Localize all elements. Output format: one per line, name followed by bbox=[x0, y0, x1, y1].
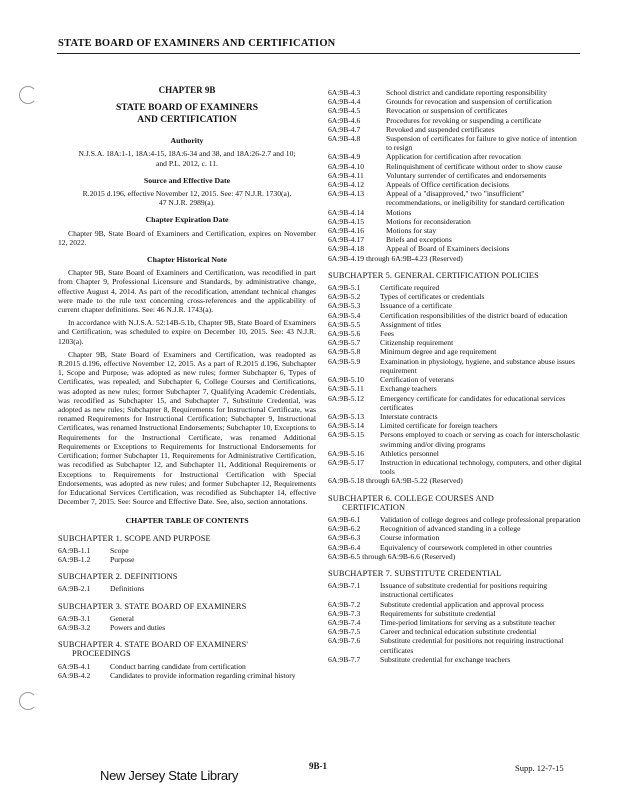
toc-entry bbox=[328, 412, 582, 421]
section-title: Minimum degree and age requirement bbox=[380, 347, 497, 357]
toc-entry bbox=[328, 449, 582, 458]
subchapter-heading bbox=[58, 602, 316, 611]
section-title: Validation of college degrees and college professional preparation bbox=[380, 514, 581, 524]
section-title: Substitute credential application and approval process bbox=[380, 599, 544, 609]
section-number: 6A:9B-5.8 bbox=[328, 347, 361, 357]
right-toc bbox=[328, 271, 582, 664]
section-title: Revocation or suspension of certificates bbox=[386, 106, 508, 116]
section-number: 6A:9B-4.15 bbox=[328, 216, 365, 226]
section-title: Career and technical education substitute credential bbox=[380, 627, 537, 637]
header-rule bbox=[57, 53, 580, 54]
toc-entry bbox=[328, 292, 582, 301]
toc-entry bbox=[58, 555, 316, 564]
authority-text: N.J.S.A. 18A:1-1, 18A:4-15, 18A:6-34 and 38, and 18A:26-2.7 and 10; and P.L. 2012, c. 11. bbox=[78, 149, 296, 168]
left-toc bbox=[58, 534, 316, 680]
section-number: 6A:9B-4.3 bbox=[328, 88, 361, 97]
section-title: School district and candidate reporting responsibility bbox=[386, 88, 547, 97]
section-number: 6A:9B-2.1 bbox=[58, 584, 91, 594]
toc-entry bbox=[328, 217, 582, 226]
supplement-date: Supp. 12-7-15 bbox=[515, 763, 564, 773]
chapter-label: CHAPTER 9B bbox=[158, 85, 216, 95]
section-number: 6A:9B-4.18 bbox=[328, 244, 365, 254]
section-title: Assignment of titles bbox=[380, 319, 442, 329]
section-number: 6A:9B-5.17 bbox=[328, 457, 365, 467]
section-number: 6A:9B-5.11 bbox=[328, 384, 364, 394]
punch-hole-top bbox=[19, 86, 37, 104]
toc-entry bbox=[328, 226, 582, 235]
toc-entry bbox=[328, 134, 582, 152]
section-number: 6A:9B-5.1 bbox=[328, 283, 361, 293]
section-number: 6A:9B-6.2 bbox=[328, 524, 361, 534]
subchapter-heading-line: CERTIFICATION bbox=[342, 502, 406, 512]
toc-entry bbox=[328, 235, 582, 244]
section-number: 6A:9B-3.2 bbox=[58, 622, 91, 632]
right-column bbox=[328, 88, 582, 664]
section-title: General bbox=[110, 613, 135, 623]
subchapter-4-continued bbox=[328, 88, 582, 254]
toc-entry bbox=[328, 581, 582, 599]
toc-entry bbox=[328, 208, 582, 217]
left-column bbox=[58, 80, 316, 680]
section-number: 6A:9B-7.4 bbox=[328, 617, 361, 627]
section-number: 6A:9B-5.10 bbox=[328, 375, 365, 385]
section-number: 6A:9B-5.15 bbox=[328, 430, 365, 440]
section-title: Instruction in educational technology, computers, and other digital tools bbox=[380, 457, 582, 477]
section-title: Types of certificates or credentials bbox=[380, 292, 485, 302]
toc-entry bbox=[328, 636, 582, 654]
toc-entry bbox=[328, 384, 582, 393]
toc-entry bbox=[328, 543, 582, 552]
section-number: 6A:9B-4.17 bbox=[328, 235, 365, 245]
toc-entry bbox=[328, 162, 582, 171]
history-heading: Chapter Historical Note bbox=[147, 255, 227, 265]
subchapter-heading bbox=[328, 271, 582, 280]
section-number: 6A:9B-4.14 bbox=[328, 207, 365, 217]
subchapter-heading-line: SUBCHAPTER 1. SCOPE AND PURPOSE bbox=[58, 533, 211, 543]
section-number: 6A:9B-7.5 bbox=[328, 627, 361, 637]
section-title: Appeals of Office certification decisions bbox=[386, 180, 510, 190]
history-paragraph: Chapter 9B, State Board of Examiners and Certification, was readopted as R.2015 d.196, effective November 12, 2015. As a part of R.2015 d.196, Subchapter 1, Scope and Purpose, was adopted as new rules; former Subchapter 6, Types of Certificates, was repealed, and Subchapter 6, College Courses and Certifications, was adopted as new rules; former Subchapter 7, Qualifying Academic Credentials, was recodified as Subchapter 15, and Subchapter 7, Substitute Credential, was adopted as new rules; Subchapter 8, Requirements for Instructional Certificate, was renamed Requirements for Instructional Certification; Subchapter 9, Instructional Certificates, was renamed Instructional Endorsements; Subchapter 10, Exceptions to Requirements for the Instructional Certificate, was renamed Additional Requirements or Exceptions to Requirements for Instructional Endorsements for Certification; former Subchapter 11, Requirements for Administrative Certification, was recodified as Subchapter 12, and Subchapter 11, Additional Requirements or Exceptions to Requirements for Instructional Certification with Special Endorsements, was adopted as new rules; and former Subchapter 12, Requirements for Educational Services Certification, was recodified as Subchapter 14, effective December 7, 2015. See: Source and Effective Date. See, also, section annotations. bbox=[58, 349, 316, 507]
toc-entry bbox=[328, 655, 582, 664]
section-title: Citizenship requirement bbox=[380, 338, 454, 348]
toc-entry bbox=[328, 515, 582, 524]
toc-entry bbox=[328, 311, 582, 320]
section-number: 6A:9B-4.4 bbox=[328, 97, 361, 107]
section-title: Fees bbox=[380, 329, 394, 339]
section-number: 6A:9B-4.8 bbox=[328, 134, 361, 144]
toc-entry bbox=[328, 152, 582, 161]
toc-entry bbox=[328, 171, 582, 180]
section-title: Relinquishment of certificate without order to show cause bbox=[386, 161, 563, 171]
section-number: 6A:9B-4.5 bbox=[328, 106, 361, 116]
toc-entry bbox=[328, 116, 582, 125]
toc-entry bbox=[328, 609, 582, 618]
subchapter-heading bbox=[58, 640, 316, 658]
toc-entry bbox=[328, 533, 582, 542]
section-number: 6A:9B-4.1 bbox=[58, 661, 91, 671]
toc-entry bbox=[328, 180, 582, 189]
toc-entry bbox=[328, 244, 582, 253]
source-heading: Source and Effective Date bbox=[143, 175, 231, 185]
section-number: 6A:9B-6.3 bbox=[328, 533, 361, 543]
toc-entry bbox=[328, 189, 582, 207]
toc-entry bbox=[328, 106, 582, 115]
section-title: Application for certification after revocation bbox=[386, 152, 521, 162]
toc-entry bbox=[58, 662, 316, 671]
history-paragraph: In accordance with N.J.S.A. 52:14B-5.1b, Chapter 9B, State Board of Examiners and Certification, was scheduled to expire on December 10, 2015. See: 43 N.J.R. 1203(a). bbox=[58, 318, 316, 346]
section-number: 6A:9B-5.13 bbox=[328, 411, 365, 421]
section-title: Certification responsibilities of the district board of education bbox=[380, 310, 568, 320]
toc-heading: CHAPTER TABLE OF CONTENTS bbox=[125, 516, 249, 526]
section-title: Definitions bbox=[110, 584, 145, 594]
toc-entry bbox=[328, 524, 582, 533]
section-number: 6A:9B-7.7 bbox=[328, 654, 361, 664]
toc-entry bbox=[328, 394, 582, 412]
toc-entry bbox=[328, 357, 582, 375]
section-number: 6A:9B-5.5 bbox=[328, 319, 361, 329]
section-number: 6A:9B-7.3 bbox=[328, 608, 361, 618]
section-title: Revoked and suspended certificates bbox=[386, 124, 495, 134]
section-number: 6A:9B-4.10 bbox=[328, 161, 365, 171]
punch-hole-bottom bbox=[19, 692, 37, 710]
section-title: Purpose bbox=[110, 554, 135, 564]
subchapter-heading-line: SUBCHAPTER 2. DEFINITIONS bbox=[58, 572, 178, 582]
toc-entry bbox=[328, 88, 582, 97]
toc-entry bbox=[328, 375, 582, 384]
subchapter-heading-line: SUBCHAPTER 3. STATE BOARD OF EXAMINERS bbox=[58, 601, 247, 611]
toc-entry bbox=[328, 421, 582, 430]
section-title: Conduct barring candidate from certification bbox=[110, 661, 246, 671]
chapter-title-line1: STATE BOARD OF EXAMINERS bbox=[115, 103, 259, 114]
expiration-text: Chapter 9B, State Board of Examiners and Certification, expires on November 12, 2022. bbox=[58, 228, 316, 247]
section-title: Substitute credential for positions not requiring instructional certificates bbox=[380, 636, 564, 655]
reserved-range: 6A:9B-5.18 through 6A:9B-5.22 (Reserved) bbox=[328, 476, 463, 486]
section-title: Course information bbox=[380, 533, 440, 543]
section-title: Procedures for revoking or suspending a certificate bbox=[386, 115, 542, 125]
history-paragraph: Chapter 9B, State Board of Examiners and Certification, was recodified in part from Chapter 9, Professional Licensure and Standards, by administrative change, effective August 4, 2014. As part of the recodification, attendant technical changes were made to the rule text concerning cross-references and the applicability of current chapter definitions. See: 46 N.J.R. 1743(a). bbox=[58, 268, 316, 315]
section-title: Powers and duties bbox=[110, 622, 166, 632]
toc-entry bbox=[328, 627, 582, 636]
library-watermark: New Jersey State Library bbox=[100, 768, 239, 783]
toc-entry bbox=[328, 347, 582, 356]
section-number: 6A:9B-4.11 bbox=[328, 170, 364, 180]
section-number: 6A:9B-1.1 bbox=[58, 545, 91, 555]
subchapter-heading bbox=[328, 569, 582, 578]
toc-entry bbox=[328, 125, 582, 134]
section-title: Certification of veterans bbox=[380, 375, 454, 385]
section-title: Athletics personnel bbox=[380, 448, 439, 458]
section-number: 6A:9B-5.7 bbox=[328, 338, 361, 348]
section-number: 6A:9B-4.2 bbox=[58, 670, 91, 680]
subchapter-heading-line: SUBCHAPTER 4. STATE BOARD OF EXAMINERS' bbox=[58, 640, 248, 650]
section-number: 6A:9B-4.12 bbox=[328, 180, 365, 190]
subchapter-heading-line: SUBCHAPTER 7. SUBSTITUTE CREDENTIAL bbox=[328, 568, 502, 578]
subchapter-heading-line: SUBCHAPTER 5. GENERAL CERTIFICATION POLICIES bbox=[328, 270, 539, 280]
toc-entry bbox=[58, 671, 316, 680]
section-number: 6A:9B-7.2 bbox=[328, 599, 361, 609]
toc-entry bbox=[58, 546, 316, 555]
section-number: 6A:9B-5.9 bbox=[328, 356, 361, 366]
running-header: STATE BOARD OF EXAMINERS AND CERTIFICATION bbox=[58, 38, 336, 49]
toc-entry bbox=[328, 301, 582, 310]
subchapter-heading bbox=[58, 534, 316, 543]
section-title: Motions bbox=[386, 207, 412, 217]
toc-entry bbox=[328, 97, 582, 106]
section-title: Motions for reconsideration bbox=[386, 216, 471, 226]
section-number: 6A:9B-6.1 bbox=[328, 514, 361, 524]
toc-entry bbox=[328, 600, 582, 609]
section-title: Issuance of a certificate bbox=[380, 301, 452, 311]
section-number: 6A:9B-4.6 bbox=[328, 115, 361, 125]
toc-entry bbox=[328, 430, 582, 448]
toc-entry bbox=[58, 614, 316, 623]
section-title: Equivalency of coursework completed in other countries bbox=[380, 542, 553, 552]
section-title: Interstate contracts bbox=[380, 411, 438, 421]
section-title: Motions for stay bbox=[386, 226, 437, 236]
subchapter-heading bbox=[328, 494, 582, 512]
toc-entry bbox=[328, 458, 582, 476]
section-title: Recognition of advanced standing in a college bbox=[380, 524, 521, 534]
chapter-title-line2: AND CERTIFICATION bbox=[137, 114, 237, 125]
section-number: 6A:9B-5.4 bbox=[328, 310, 361, 320]
toc-entry bbox=[328, 338, 582, 347]
section-title: Exchange teachers bbox=[380, 384, 437, 394]
section-number: 6A:9B-7.6 bbox=[328, 636, 361, 646]
toc-entry bbox=[58, 584, 316, 593]
section-title: Issuance of substitute credential for positions requiring instructional certificates bbox=[380, 581, 548, 600]
section-number: 6A:9B-4.16 bbox=[328, 226, 365, 236]
section-title: Persons employed to coach or serving as coach for interscholastic swimming and/or diving programs bbox=[380, 430, 580, 449]
section-title: Emergency certificate for candidates for educational services certificates bbox=[380, 393, 566, 412]
toc-entry bbox=[328, 283, 582, 292]
section-title: Substitute credential for exchange teachers bbox=[380, 654, 511, 664]
section-title: Certificate required bbox=[380, 283, 440, 293]
section-title: Examination in physiology, hygiene, and substance abuse issues requirement bbox=[380, 356, 576, 375]
section-title: Appeal of a "disapproved," two "insufficient" recommendations, or ineligibility for standard certification bbox=[386, 189, 565, 208]
section-title: Suspension of certificates for failure to give notice of intention to resign bbox=[386, 134, 577, 153]
section-title: Briefs and exceptions bbox=[386, 235, 452, 245]
subchapter-heading-line: PROCEEDINGS bbox=[72, 649, 131, 659]
section-title: Appeal of Board of Examiners decisions bbox=[386, 244, 510, 254]
section-title: Limited certificate for foreign teachers bbox=[380, 421, 498, 431]
section-title: Candidates to provide information regarding criminal history bbox=[110, 670, 296, 680]
source-text: R.2015 d.196, effective November 12, 2015. See: 47 N.J.R. 1730(a), 47 N.J.R. 2989(a). bbox=[82, 189, 292, 208]
page-number: 9B-1 bbox=[309, 761, 327, 771]
reserved-range: 6A:9B-4.19 through 6A:9B-4.23 (Reserved) bbox=[328, 253, 463, 263]
toc-entry bbox=[328, 329, 582, 338]
section-number: 6A:9B-5.16 bbox=[328, 448, 365, 458]
section-number: 6A:9B-5.14 bbox=[328, 421, 365, 431]
section-number: 6A:9B-7.1 bbox=[328, 581, 361, 591]
toc-entry bbox=[328, 320, 582, 329]
section-number: 6A:9B-5.6 bbox=[328, 329, 361, 339]
toc-entry bbox=[58, 623, 316, 632]
authority-heading: Authority bbox=[170, 136, 204, 146]
section-number: 6A:9B-4.9 bbox=[328, 152, 361, 162]
section-number: 6A:9B-5.3 bbox=[328, 301, 361, 311]
section-number: 6A:9B-4.7 bbox=[328, 124, 361, 134]
section-number: 6A:9B-1.2 bbox=[58, 554, 91, 564]
section-title: Requirements for substitute credential bbox=[380, 608, 496, 618]
subchapter-heading bbox=[58, 572, 316, 581]
section-title: Voluntary surrender of certificates and endorsements bbox=[386, 170, 547, 180]
section-number: 6A:9B-5.2 bbox=[328, 292, 361, 302]
subchapter-heading-line: SUBCHAPTER 6. COLLEGE COURSES AND bbox=[328, 493, 494, 503]
expiration-heading: Chapter Expiration Date bbox=[145, 215, 229, 225]
chapter-title bbox=[58, 103, 316, 126]
section-number: 6A:9B-6.4 bbox=[328, 542, 361, 552]
toc-entry bbox=[328, 618, 582, 627]
section-number: 6A:9B-3.1 bbox=[58, 613, 91, 623]
section-number: 6A:9B-4.13 bbox=[328, 189, 365, 199]
reserved-range: 6A:9B-6.5 through 6A:9B-6.6 (Reserved) bbox=[328, 551, 456, 561]
section-title: Scope bbox=[110, 545, 129, 555]
section-title: Time-period limitations for serving as a substitute teacher bbox=[380, 617, 556, 627]
section-title: Grounds for revocation and suspension of certification bbox=[386, 97, 552, 107]
section-number: 6A:9B-5.12 bbox=[328, 393, 365, 403]
